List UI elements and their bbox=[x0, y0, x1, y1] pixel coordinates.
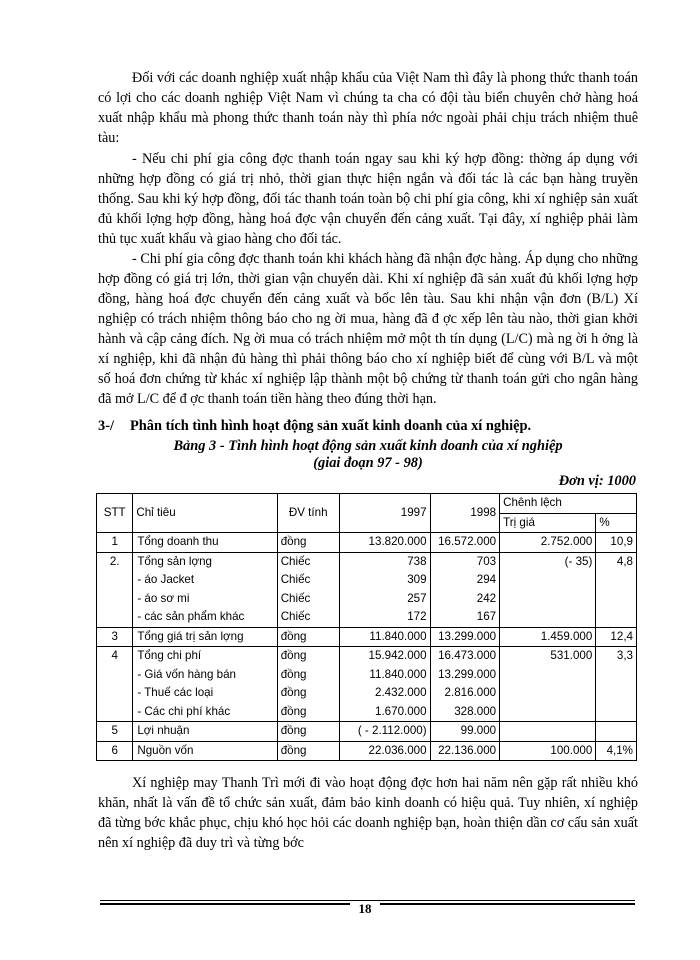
table-cell-name: - áo sơ mi bbox=[133, 590, 277, 609]
table-cell-stt bbox=[97, 703, 133, 722]
table-caption-period: (giai đoạn 97 - 98) bbox=[313, 455, 423, 471]
table-cell-name: - Các chi phí khác bbox=[133, 703, 277, 722]
table-cell-unit: đồng bbox=[277, 722, 339, 742]
table-caption: Bảng 3 - Tình hình hoạt động sản xuất kinh doanh của xí nghiệp bbox=[173, 438, 563, 454]
table-cell-unit: đồng bbox=[277, 666, 339, 685]
header-1997: 1997 bbox=[339, 494, 430, 533]
header-stt: STT bbox=[97, 494, 133, 533]
table-cell-unit: Chiếc bbox=[277, 571, 339, 590]
table-cell-stt: 3 bbox=[97, 627, 133, 647]
table-row bbox=[97, 533, 637, 553]
table-cell-unit: Chiếc bbox=[277, 590, 339, 609]
table-cell-unit: đồng bbox=[277, 703, 339, 722]
table-row bbox=[97, 571, 637, 590]
table-cell-value: 2.752.000 bbox=[500, 533, 596, 553]
table-header-row bbox=[97, 494, 637, 514]
table-cell-name: - áo Jacket bbox=[133, 571, 277, 590]
section-title: Phân tích tình hình hoạt động sản xuất kinh doanh của xí nghiệp. bbox=[130, 418, 532, 434]
table-cell-name: Tổng doanh thu bbox=[133, 533, 277, 553]
table-cell-y1998: 294 bbox=[430, 571, 500, 590]
table-row bbox=[97, 627, 637, 647]
header-unit: ĐV tính bbox=[277, 494, 339, 533]
table-cell-stt bbox=[97, 571, 133, 590]
section-number: 3-/ bbox=[98, 418, 114, 434]
table-cell-y1998: 328.000 bbox=[430, 703, 500, 722]
table-cell-pct bbox=[596, 703, 637, 722]
table-cell-value bbox=[500, 703, 596, 722]
table-cell-stt bbox=[97, 684, 133, 703]
table-cell-y1997: 15.942.000 bbox=[339, 647, 430, 666]
table-cell-pct bbox=[596, 590, 637, 609]
paragraph-advance-payment: - Nếu chi phí gia công đợc thanh toán ngay sau khi ký hợp đồng: thờng áp dụng với những hợp đồng có giá trị nhỏ, thời gian thực hiện ngắn và đối tác là các bạn hàng truyền thống. Sau khi ký hợp đồng, đối tác thanh toán toàn bộ chi phí gia công, khi xí nghiệp sản xuất đủ khối lợng hợp đồng, hàng hoá đợc vận chuyển đến cảng xuất. Tại đây, xí nghiệp phải làm thủ tục xuất khẩu và giao hàng cho đối tác. bbox=[98, 151, 638, 247]
table-cell-pct: 4,8 bbox=[596, 552, 637, 571]
table-row bbox=[97, 552, 637, 571]
table-cell-y1998: 242 bbox=[430, 590, 500, 609]
table-cell-value bbox=[500, 666, 596, 685]
table-cell-y1997: 11.840.000 bbox=[339, 627, 430, 647]
table-cell-y1998: 703 bbox=[430, 552, 500, 571]
header-1998: 1998 bbox=[430, 494, 500, 533]
table-cell-y1997: 738 bbox=[339, 552, 430, 571]
section-heading bbox=[98, 416, 638, 436]
table-cell-unit: Chiếc bbox=[277, 552, 339, 571]
table-cell-name: Tổng giá trị sản lợng bbox=[133, 627, 277, 647]
table-cell-y1997: 309 bbox=[339, 571, 430, 590]
table-cell-y1998: 99.000 bbox=[430, 722, 500, 742]
table-cell-pct: 3,3 bbox=[596, 647, 637, 666]
table-cell-value: 531.000 bbox=[500, 647, 596, 666]
table-cell-value: (- 35) bbox=[500, 552, 596, 571]
table-cell-y1998: 2.816.000 bbox=[430, 684, 500, 703]
table-cell-stt bbox=[97, 608, 133, 627]
table-cell-y1998: 22.136.000 bbox=[430, 741, 500, 761]
table-cell-unit: đồng bbox=[277, 684, 339, 703]
table-cell-unit: đồng bbox=[277, 741, 339, 761]
table-cell-value bbox=[500, 684, 596, 703]
table-cell-pct: 10,9 bbox=[596, 533, 637, 553]
table-cell-stt bbox=[97, 666, 133, 685]
table-cell-unit: đồng bbox=[277, 647, 339, 666]
header-indicator: Chỉ tiêu bbox=[133, 494, 277, 533]
paragraph-company-overview: Xí nghiệp may Thanh Trì mới đi vào hoạt động đợc hơn hai năm nên gặp rất nhiều khó khăn, nhất là vấn đề tổ chức sản xuất, đảm bảo kinh doanh có hiệu quả. Tuy nhiên, xí nghiệp đã từng bớc khắc phục, chịu khó học hỏi các doanh nghiệp bạn, hoàn thiện dần cơ cấu sản xuất nên xí nghiệp đã duy trì và từng bớc bbox=[98, 775, 638, 851]
table-cell-value: 100.000 bbox=[500, 741, 596, 761]
table-cell-y1998: 13.299.000 bbox=[430, 627, 500, 647]
table-cell-y1997: ( - 2.112.000) bbox=[339, 722, 430, 742]
table-cell-pct bbox=[596, 684, 637, 703]
table-cell-y1998: 16.473.000 bbox=[430, 647, 500, 666]
header-difference: Chênh lệch bbox=[500, 494, 637, 514]
table-row bbox=[97, 590, 637, 609]
table-cell-pct bbox=[596, 666, 637, 685]
table-cell-y1997: 257 bbox=[339, 590, 430, 609]
table-cell-pct bbox=[596, 722, 637, 742]
table-cell-unit: đồng bbox=[277, 533, 339, 553]
table-cell-value bbox=[500, 722, 596, 742]
table-cell-name: Nguồn vốn bbox=[133, 741, 277, 761]
table-cell-pct: 4,1% bbox=[596, 741, 637, 761]
table-cell-pct bbox=[596, 608, 637, 627]
table-cell-y1997: 2.432.000 bbox=[339, 684, 430, 703]
table-cell-stt: 4 bbox=[97, 647, 133, 666]
table-cell-name: Tổng chi phí bbox=[133, 647, 277, 666]
header-percent: % bbox=[596, 513, 637, 533]
table-cell-y1997: 11.840.000 bbox=[339, 666, 430, 685]
header-value: Trị giá bbox=[500, 513, 596, 533]
table-cell-y1997: 1.670.000 bbox=[339, 703, 430, 722]
page-number: 18 bbox=[350, 902, 380, 916]
table-row bbox=[97, 741, 637, 761]
table-cell-y1998: 16.572.000 bbox=[430, 533, 500, 553]
paragraph-intro: Đối với các doanh nghiệp xuất nhập khẩu của Việt Nam thì đây là phong thức thanh toán có lợi cho các doanh nghiệp Việt Nam vì chúng ta cha có đội tàu biển chuyên chở hàng hoá xuất nhập khẩu mà phong thức thanh toán này thì phía nớc ngoài phải chịu trách nhiệm thuê tàu: bbox=[98, 70, 638, 146]
table-cell-name: - Thuế các loại bbox=[133, 684, 277, 703]
table-row bbox=[97, 684, 637, 703]
table-cell-value bbox=[500, 608, 596, 627]
table-cell-value bbox=[500, 590, 596, 609]
table-cell-y1998: 167 bbox=[430, 608, 500, 627]
table-row bbox=[97, 722, 637, 742]
table-cell-pct bbox=[596, 571, 637, 590]
paragraph-payment-on-receipt: - Chi phí gia công đợc thanh toán khi khách hàng đã nhận đợc hàng. Áp dụng cho những hợp đồng có giá trị lớn, thời gian vận chuyển dài. Khi xí nghiệp đã sản xuất đủ khối lợng hợp đồng, hàng hoá đợc chuyển đến cảng xuất và bốc lên tàu. Sau khi nhận vận đơn (B/L) Xí nghiệp có trách nhiệm thông báo cho ng ời mua, hàng đã đ ợc xếp lên tàu nào, thời gian khởi hành và cập cảng đích. Ng ời mua có trách nhiệm mở một th tín dụng (L/C) mà ng ời h ởng là xí nghiệp, khi đã nhận đủ hàng thì phải thông báo cho xí nghiệp biết để cùng với B/L và một số hoá đơn chứng từ khác xí nghiệp lập thành một bộ chứng từ thanh toán gửi cho ngân hàng đã mở L/C để đ ợc thanh toán tiền hàng theo đúng thời hạn. bbox=[98, 251, 638, 407]
table-cell-stt: 5 bbox=[97, 722, 133, 742]
table-cell-y1998: 13.299.000 bbox=[430, 666, 500, 685]
table-cell-name: Lợi nhuận bbox=[133, 722, 277, 742]
document-page bbox=[98, 68, 638, 853]
table-cell-name: Tổng sản lợng bbox=[133, 552, 277, 571]
table-row bbox=[97, 647, 637, 666]
table-cell-value bbox=[500, 571, 596, 590]
table-unit-note: Đơn vị: 1000 bbox=[558, 473, 636, 489]
table-cell-y1997: 172 bbox=[339, 608, 430, 627]
table-cell-stt: 6 bbox=[97, 741, 133, 761]
table-cell-stt: 2. bbox=[97, 552, 133, 571]
table-cell-stt bbox=[97, 590, 133, 609]
table-cell-y1997: 13.820.000 bbox=[339, 533, 430, 553]
table-row bbox=[97, 703, 637, 722]
table-cell-stt: 1 bbox=[97, 533, 133, 553]
business-results-table bbox=[96, 493, 637, 761]
table-cell-pct: 12,4 bbox=[596, 627, 637, 647]
table-cell-value: 1.459.000 bbox=[500, 627, 596, 647]
table-cell-y1997: 22.036.000 bbox=[339, 741, 430, 761]
table-cell-name: - Giá vốn hàng bán bbox=[133, 666, 277, 685]
table-row bbox=[97, 608, 637, 627]
table-row bbox=[97, 666, 637, 685]
table-cell-unit: Chiếc bbox=[277, 608, 339, 627]
table-cell-name: - các sản phẩm khác bbox=[133, 608, 277, 627]
table-cell-unit: đồng bbox=[277, 627, 339, 647]
